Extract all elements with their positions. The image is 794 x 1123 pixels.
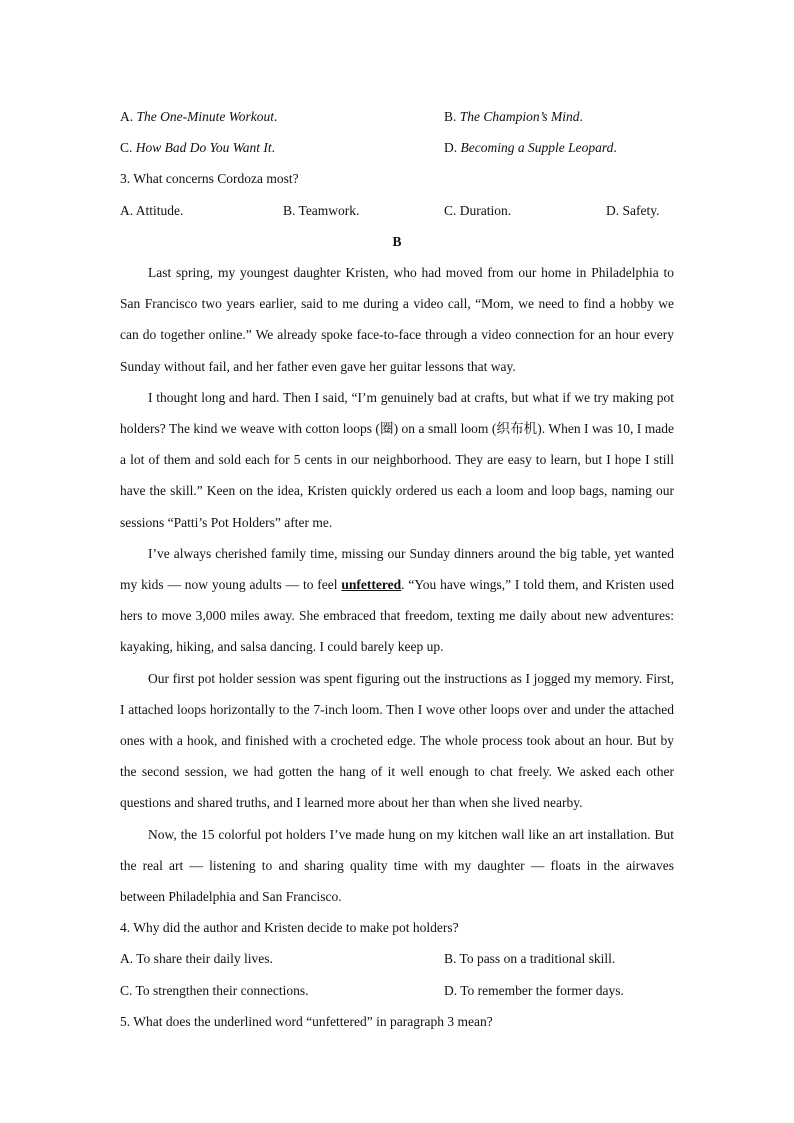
- paragraph-3-text-after: . “You have wings,” I told them, and Kristen used hers to move 3,000 miles away. She embraced that freedom, texting me daily about new adventures: kayaking, hiking, and salsa dancing. I could barely keep up.: [120, 576, 675, 655]
- passage-paragraph-1: Last spring, my youngest daughter Kristen, who had moved from our home in Philadelphia to San Francisco two years earlier, said to me during a video call, “Mom, we need to find a hobby we can do together online.” We already spoke face-to-face through a video connection for an hour every Sunday without fail, and her father even gave her guitar lessons that way.: [120, 264, 674, 374]
- option-a: A. Attitude.: [120, 202, 184, 218]
- option-b: B. To pass on a traditional skill.: [444, 951, 616, 967]
- option-d: D. To remember the former days.: [444, 982, 624, 998]
- option-d: D. Safety.: [606, 202, 660, 218]
- question-5: 5. What does the underlined word “unfettered” in paragraph 3 mean?: [120, 1013, 493, 1029]
- option-c: C. How Bad Do You Want It.: [120, 140, 276, 156]
- option-d: D. Becoming a Supple Leopard.: [444, 140, 617, 156]
- option-c: C. Duration.: [444, 202, 512, 218]
- passage-paragraph-2: I thought long and hard. Then I said, “I’m genuinely bad at crafts, but what if we try making pot holders? The kind we weave with cotton loops (圈) on a small loom (织布机). When I was 10, I made a lot of them and sold each for 5 cents in our neighborhood. They are easy to learn, but I hope I still have the skill.” Keen on the idea, Kristen quickly ordered us each a loom and loop bags, naming our sessions “Patti’s Pot Holders” after me.: [120, 389, 674, 530]
- question-4-options-row-2: [120, 975, 674, 1006]
- question-4-options-row-1: [120, 943, 674, 974]
- page-content: [120, 101, 674, 1037]
- option-b: B. Teamwork.: [283, 202, 360, 218]
- question-2-options-row-2: [120, 132, 674, 163]
- section-heading: B: [392, 233, 402, 249]
- option-b: B. The Champion’s Mind.: [444, 109, 583, 124]
- passage-paragraph-3: [120, 538, 674, 663]
- option-a: A. To share their daily lives.: [120, 951, 273, 967]
- option-c: C. To strengthen their connections.: [120, 982, 309, 998]
- paragraph-3-text-before: I’ve always cherished family time, missing our Sunday dinners around the big table, yet wanted my kids — now young adults — to feel: [120, 545, 674, 592]
- passage-paragraph-4: Our first pot holder session was spent figuring out the instructions as I jogged my memory. First, I attached loops horizontally to the 7-inch loom. Then I wove other loops over and under the attached ones with a hook, and finished with a crocheted edge. The whole process took about an hour. But by the second session, we had gotten the hang of it well enough to chat freely. We asked each other questions and shared truths, and I learned more about her than when she lived nearby.: [120, 670, 674, 811]
- option-a: A. The One-Minute Workout.: [120, 109, 278, 124]
- underlined-word: unfettered: [341, 576, 402, 592]
- passage-paragraph-5: Now, the 15 colorful pot holders I’ve made hung on my kitchen wall like an art installation. But the real art — listening to and sharing quality time with my daughter — floats in the airwaves between Philadelphia and San Francisco.: [120, 826, 674, 904]
- question-3-options: [120, 195, 674, 226]
- question-2-options-row-1: [120, 101, 674, 132]
- question-4: 4. Why did the author and Kristen decide to make pot holders?: [120, 920, 459, 936]
- question-3: 3. What concerns Cordoza most?: [120, 171, 299, 187]
